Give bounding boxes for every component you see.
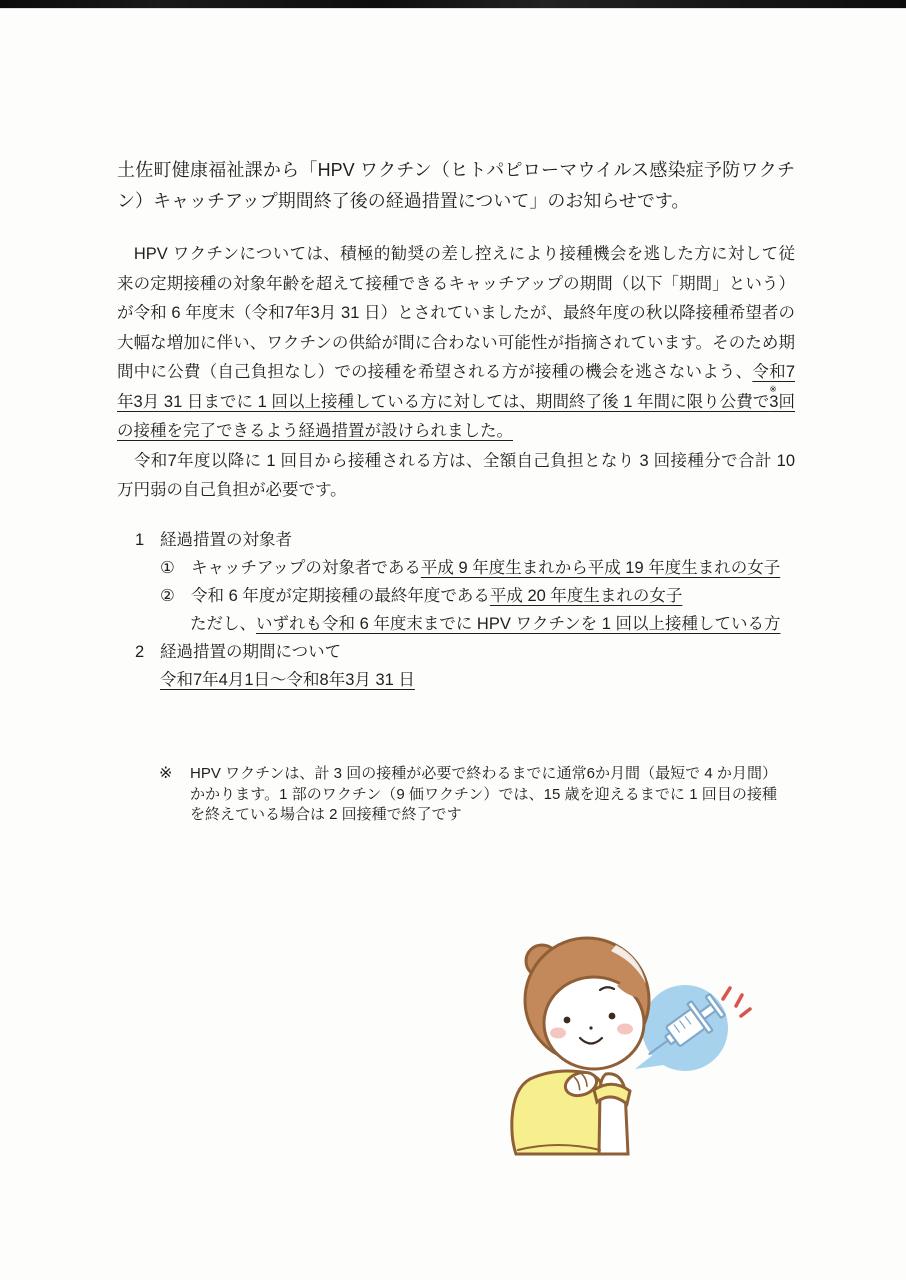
blush-right [617,1024,633,1035]
footnote-mark: ※ [159,765,173,782]
target-item-1-text [191,554,780,582]
section-1-title: 経過措置の対象者 [160,531,292,549]
girl-illustration [512,938,649,1154]
footnote [159,764,777,826]
proviso-text [190,610,780,638]
period-line [135,666,805,694]
para2-text: 令和7年度以降に 1 回目から接種される方は、全額自己負担となり 3 回接種分で合計 10 万円弱の自己負担が必要です。 [117,451,795,499]
section-2-heading [135,638,805,666]
section-1-number: 1 [135,531,145,549]
section-1-heading [135,526,805,554]
target-item-1-lead: キャッチアップの対象者である [191,559,421,577]
target-item-1 [135,554,805,582]
vaccination-illustration [478,928,778,1168]
footnote-text: HPV ワクチンは、計 3 回の接種が必要で終わるまでに通常6か月間（最短で 4 か月間）かかります。1 部のワクチン（9 価ワクチン）では、15 歳を迎えるまでに 1 回目の接種を終えている場合は 2 回接種で終了です [190,765,777,823]
proviso-line [135,610,805,638]
para1-underlined-b: 回の接種を完了できるよう経過措置が設けられました。 [117,392,796,440]
target-item-2-underlined: 平成 20 年度生まれの女子 [489,587,683,605]
target-item-2-lead: 令和 6 年度が定期接種の最終年度である [191,587,490,605]
target-item-2-number: ② [160,587,175,605]
notice-intro: 土佐町健康福祉課から「HPV ワクチン（ヒトパピローマウイルス感染症予防ワクチン）キャッチアップ期間終了後の経過措置について」のお知らせです。 [117,160,795,211]
eye-right [609,1013,616,1020]
period-underlined: 令和7年4月1日～令和8年3月 31 日 [160,671,415,689]
scan-edge-artifact [0,0,906,8]
footnote-ref-mark: ※ [769,383,777,394]
section-2-title: 経過措置の期間について [160,643,342,661]
footnote-ref-char: 3 [769,392,779,411]
footnote-ref-anchor [769,383,779,411]
nose [589,1026,592,1029]
proviso-underlined: いずれも令和 6 年度末までに HPV ワクチンを 1 回以上接種している方 [256,615,781,633]
target-item-1-underlined: 平成 9 年度生まれから平成 19 年度生まれの女子 [420,559,781,577]
section-2-number: 2 [135,643,145,661]
proviso-lead: ただし、 [190,615,256,633]
target-item-2-text [191,582,682,610]
body-paragraphs [117,240,795,506]
target-item-2 [135,582,805,610]
para1-underlined-a: 令和7年3月 31 日までに 1 回以上接種している方に対しては、期間終了後 1 年間に限り公費で [117,363,795,411]
para1-text: HPV ワクチンについては、積極的勧奨の差し控えにより接種機会を逃した方に対して従来の定期接種の対象年齢を超えて接種できるキャッチアップの期間（以下「期間」という）が令和 6 年度末（令和7年3月 31 日）とされていましたが、最終年度の秋以降接種希望者の大幅な増加に伴い、ワクチンの供給が間に合わない可能性が指摘されています。そのため期間中に公費（自己負担なし）での接種を希望される方が接種の機会を逃さないよう、 [117,245,795,381]
eye-left [564,1017,571,1024]
sparkle-marks [723,988,750,1016]
target-item-1-number: ① [160,559,175,577]
blush-left [550,1028,566,1039]
numbered-sections [135,526,805,694]
